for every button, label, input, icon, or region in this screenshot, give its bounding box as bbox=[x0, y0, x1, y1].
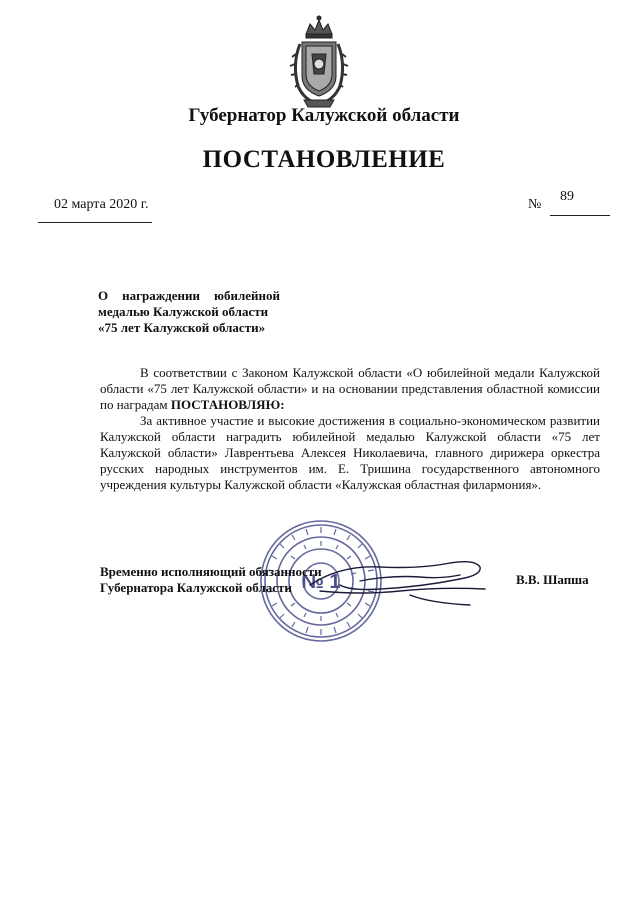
body-paragraph-1: В соответствии с Законом Калужской области «О юбилейной медали Калужской области «75 лет Калужской области» и на основании представления областной комиссии по наградам ПОСТАНОВЛЯЮ: bbox=[100, 365, 600, 412]
coat-of-arms-icon bbox=[288, 14, 350, 110]
subject-line-3: «75 лет Калужской области» bbox=[98, 320, 266, 335]
seal-number: № 1 bbox=[301, 571, 341, 593]
document-date: 02 марта 2020 г. bbox=[54, 197, 149, 212]
issuing-authority: Губернатор Калужской области bbox=[188, 105, 460, 126]
resolve-keyword: ПОСТАНОВЛЯЮ: bbox=[170, 397, 285, 412]
subject-heading bbox=[98, 288, 280, 336]
body-paragraph-2: За активное участие и высокие достижения в социально-экономическом развитии Калужской области наградить юбилейной медалью Калужской области «75 лет Калужской области» Лаврентьева Алексея Николаевича, главного дирижера оркестра русских народных инструментов им. Е. Тришина государственного автономного учреждения культуры Калужской области «Калужская областная филармония». bbox=[100, 413, 600, 492]
subject-line-1: О награждении юбилейной bbox=[98, 288, 280, 303]
number-value: 89 bbox=[560, 189, 574, 204]
document-type-title: ПОСТАНОВЛЕНИЕ bbox=[202, 146, 446, 173]
signatory-position: Временно исполняющий обязанности Губернатора Калужской области bbox=[100, 564, 322, 595]
signatory-name: В.В. Шапша bbox=[516, 572, 589, 587]
number-sign: № bbox=[528, 197, 542, 212]
date-underline bbox=[38, 222, 152, 223]
number-underline bbox=[550, 215, 610, 216]
handwritten-signature-icon bbox=[300, 545, 490, 615]
body-text bbox=[100, 365, 600, 493]
subject-line-2: медалью Калужской области bbox=[98, 304, 269, 319]
